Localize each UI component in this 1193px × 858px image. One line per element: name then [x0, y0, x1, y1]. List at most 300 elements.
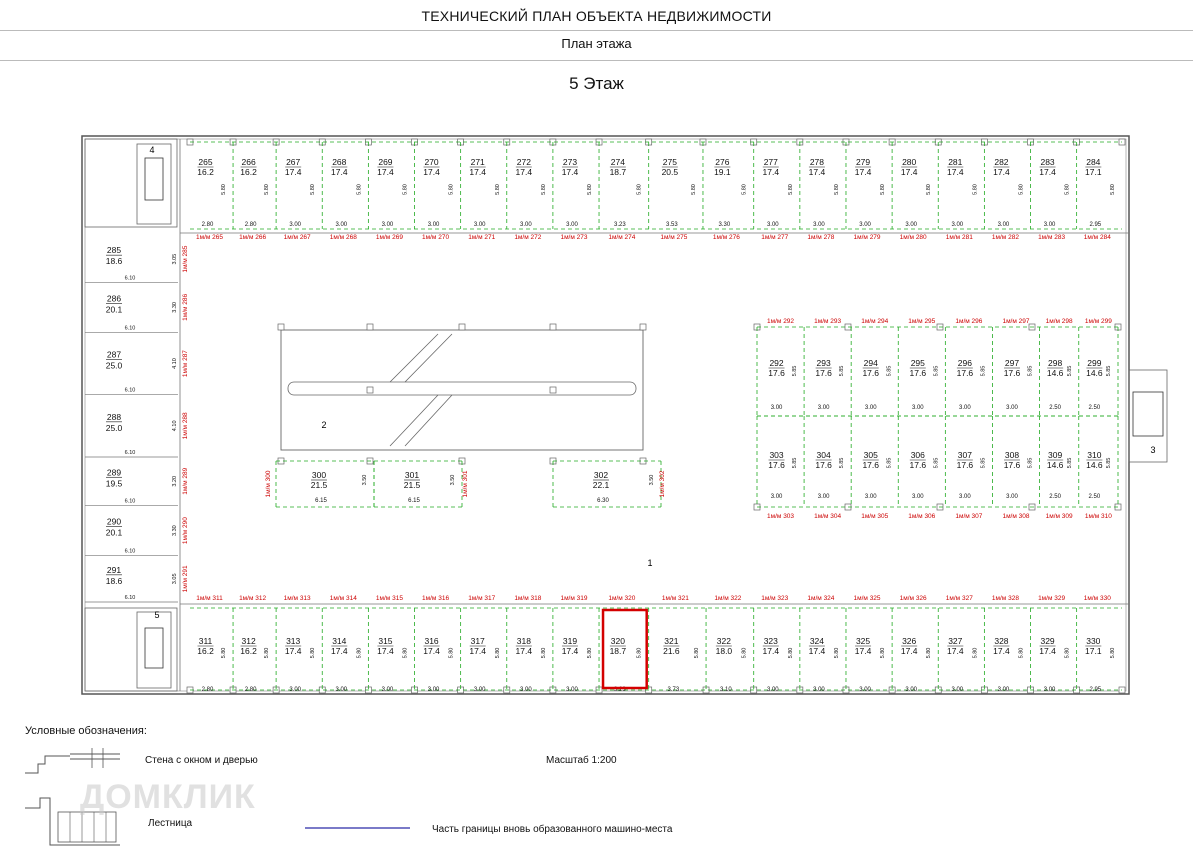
space-area: 17.4	[331, 646, 348, 656]
space-width: 3.10	[720, 687, 732, 693]
space-depth: 5.80	[494, 184, 501, 195]
space-width: 2.95	[1089, 222, 1102, 228]
space-width: 3.00	[427, 687, 440, 693]
space-parking-label: 1м/м 276	[712, 234, 740, 241]
space-area: 17.4	[762, 167, 780, 177]
space-number: 321	[664, 636, 679, 646]
space-depth: 5.80	[1110, 184, 1116, 195]
space-depth: 5.85	[1027, 365, 1034, 377]
space-area: 17.4	[1039, 646, 1056, 656]
space-depth: 5.80	[448, 184, 455, 195]
space-number: 317	[470, 636, 485, 646]
space-width: 3.73	[667, 687, 680, 693]
space-area: 22.1	[592, 480, 610, 490]
space-number: 271	[470, 157, 485, 167]
space-parking-label: 1м/м 316	[422, 595, 450, 602]
space-parking-label: 1м/м 267	[283, 234, 311, 241]
space-depth: 5.80	[694, 647, 701, 659]
space-number: 268	[332, 157, 347, 167]
space-width: 2.95	[1089, 687, 1102, 693]
space-depth: 5.85	[980, 365, 987, 377]
space-parking-label: 1м/м 284	[1083, 234, 1111, 241]
space-area: 17.4	[469, 646, 486, 656]
space-area: 17.4	[947, 646, 964, 656]
space-parking-label: 1м/м 289	[182, 467, 189, 495]
space-number: 265	[198, 157, 213, 167]
space-area: 17.4	[993, 646, 1010, 656]
space-width: 3.00	[817, 405, 830, 411]
zone-label: 2	[321, 420, 327, 430]
space-parking-label: 1м/м 273	[560, 234, 588, 241]
space-number: 283	[1040, 157, 1055, 167]
space-area: 17.6	[909, 460, 927, 470]
space-parking-label: 1м/м 309	[1045, 513, 1073, 520]
space-area: 14.6	[1086, 368, 1103, 378]
space-depth: 5.85	[980, 457, 987, 469]
space-depth: 5.85	[839, 365, 846, 377]
floor-label: 5 Этаж	[569, 74, 624, 93]
space-depth: 5.80	[540, 647, 547, 659]
space-number: 286	[106, 293, 122, 304]
space-number: 306	[910, 450, 925, 460]
space-number: 280	[902, 157, 917, 167]
space-depth: 5.80	[494, 647, 501, 659]
space-area: 17.4	[900, 167, 918, 177]
space-depth: 3.50	[649, 474, 655, 486]
space-area: 17.6	[862, 368, 879, 378]
stair-4	[85, 139, 177, 227]
space-depth: 5.80	[1018, 184, 1025, 195]
space-parking-label: 1м/м 280	[899, 234, 927, 241]
column	[459, 324, 465, 330]
space-number: 273	[562, 157, 578, 167]
space-number: 296	[957, 358, 972, 368]
space-width: 2.50	[1049, 494, 1061, 500]
space-area: 17.4	[423, 646, 440, 656]
zone-label: 4	[149, 145, 155, 155]
space-width: 2.80	[201, 687, 214, 693]
space-area: 17.4	[377, 646, 394, 656]
space-parking-label: 1м/м 302	[659, 470, 666, 498]
space-width: 3.00	[519, 222, 532, 228]
space-parking-label: 1м/м 325	[853, 595, 881, 602]
space-depth: 5.80	[587, 184, 594, 195]
space-number: 295	[910, 358, 925, 368]
space-area: 17.4	[515, 167, 533, 177]
space-depth: 3.30	[172, 302, 178, 313]
space-parking-label: 1м/м 304	[814, 513, 842, 520]
space-depth: 5.80	[690, 184, 697, 195]
space-area: 14.6	[1046, 368, 1064, 378]
space-depth: 5.80	[636, 184, 643, 195]
space-depth: 5.85	[1106, 457, 1112, 469]
stair-3	[1129, 370, 1167, 462]
space-area: 18.6	[105, 575, 123, 586]
space-area: 17.4	[284, 646, 302, 656]
space-area: 17.4	[762, 646, 780, 656]
space-area: 21.5	[310, 480, 328, 490]
space-number: 312	[241, 636, 256, 646]
space-area: 17.4	[469, 167, 486, 177]
space-depth: 5.85	[933, 457, 940, 469]
space-number: 281	[948, 157, 963, 167]
space-parking-label: 1м/м 326	[899, 595, 927, 602]
zone-label: 3	[1150, 445, 1156, 455]
space-depth: 3.05	[172, 573, 178, 585]
space-depth: 5.80	[1018, 647, 1025, 659]
space-parking-label: 1м/м 281	[945, 234, 973, 241]
space-parking-label: 1м/м 277	[761, 234, 789, 241]
space-width: 3.00	[864, 494, 877, 500]
space-number: 301	[404, 470, 420, 480]
space-width: 3.00	[1006, 405, 1018, 411]
space-number: 291	[106, 564, 122, 575]
space-width: 6.10	[124, 325, 136, 332]
space-parking-label: 1м/м 305	[861, 513, 889, 520]
space-depth: 5.80	[402, 647, 409, 659]
space-area: 17.4	[900, 646, 918, 656]
space-area: 17.4	[561, 646, 579, 656]
space-area: 17.6	[1003, 368, 1021, 378]
space-depth: 5.80	[741, 184, 748, 195]
space-depth: 5.80	[310, 647, 317, 659]
space-number: 307	[957, 450, 972, 460]
space-number: 329	[1040, 636, 1055, 646]
space-area: 16.2	[197, 646, 214, 656]
space-depth: 5.80	[833, 184, 840, 195]
space-area: 17.4	[854, 646, 872, 656]
space-parking-label: 1м/м 294	[861, 318, 889, 325]
space-width: 3.00	[997, 222, 1010, 228]
space-area: 14.6	[1086, 460, 1103, 470]
space-area: 17.4	[1039, 167, 1056, 177]
space-parking-label: 1м/м 310	[1084, 513, 1112, 520]
legend-stairs-label: Лестница	[148, 818, 193, 829]
space-depth: 5.85	[792, 457, 799, 469]
space-width: 6.15	[408, 498, 420, 504]
space-area: 17.6	[768, 368, 785, 378]
space-depth: 5.85	[933, 365, 940, 377]
space-parking-label: 1м/м 278	[807, 234, 835, 241]
space-parking-label: 1м/м 279	[853, 234, 881, 241]
space-number: 294	[863, 358, 878, 368]
legend-boundary-label: Часть границы вновь образованного машино-места	[432, 824, 673, 835]
space-width: 2.80	[201, 222, 214, 228]
space-parking-label: 1м/м 322	[714, 595, 742, 602]
space-area: 17.4	[284, 167, 302, 177]
column	[278, 324, 284, 330]
space-parking-label: 1м/м 293	[814, 318, 842, 325]
space-depth: 5.80	[926, 647, 933, 659]
space-number: 328	[994, 636, 1009, 646]
space-depth: 5.80	[636, 647, 643, 659]
legend-wall-label: Стена с окном и дверью	[145, 755, 258, 766]
space-parking-label: 1м/м 290	[182, 517, 189, 545]
space-depth: 5.80	[880, 647, 887, 659]
space-area: 17.6	[768, 460, 785, 470]
space-depth: 5.80	[880, 184, 887, 195]
space-area: 16.2	[240, 646, 257, 656]
space-number: 300	[311, 470, 327, 480]
legend-wall-symbol	[25, 748, 120, 773]
space-depth: 5.85	[839, 457, 846, 469]
column	[550, 324, 556, 330]
space-parking-label: 1м/м 268	[329, 234, 357, 241]
space-depth: 5.80	[448, 647, 455, 659]
space-parking-label: 1м/м 327	[945, 595, 973, 602]
space-width: 3.30	[718, 222, 731, 228]
space-parking-label: 1м/м 306	[908, 513, 936, 520]
space-width: 3.00	[473, 687, 486, 693]
space-depth: 5.80	[972, 184, 979, 195]
space-parking-label: 1м/м 265	[196, 234, 224, 241]
space-number: 319	[562, 636, 578, 646]
space-number: 270	[424, 157, 439, 167]
space-depth: 5.80	[221, 647, 228, 659]
scale-label: Масштаб 1:200	[546, 755, 617, 766]
space-number: 298	[1048, 358, 1063, 368]
space-width: 6.10	[124, 275, 136, 282]
space-parking-label: 1м/м 272	[514, 234, 542, 241]
space-width: 3.00	[951, 687, 964, 693]
legend-title: Условные обозначения:	[25, 725, 147, 737]
space-width: 6.10	[124, 595, 136, 601]
space-width: 3.23	[614, 687, 626, 693]
stair-5	[85, 608, 177, 691]
column	[640, 324, 646, 330]
space-area: 25.0	[105, 422, 123, 433]
space-width: 2.80	[244, 222, 257, 228]
space-parking-label: 1м/м 328	[991, 595, 1019, 602]
space-parking-label: 1м/м 283	[1038, 234, 1066, 241]
space-depth: 5.80	[1110, 647, 1116, 659]
space-number: 330	[1086, 636, 1101, 646]
space-area: 17.4	[947, 167, 964, 177]
space-number: 293	[816, 358, 831, 368]
space-width: 3.00	[1043, 222, 1056, 228]
space-area: 17.4	[377, 167, 394, 177]
space-area: 18.7	[609, 167, 627, 177]
space-area: 17.6	[1003, 460, 1021, 470]
space-depth: 5.85	[1066, 457, 1073, 469]
space-width: 3.00	[770, 405, 783, 411]
space-width: 3.00	[289, 687, 302, 693]
space-parking-label: 1м/м 320	[608, 595, 636, 602]
space-area: 17.1	[1085, 167, 1102, 177]
space-area: 17.6	[909, 368, 927, 378]
space-area: 17.4	[808, 167, 826, 177]
space-number: 266	[241, 157, 256, 167]
space-width: 3.00	[381, 222, 394, 228]
space-parking-label: 1м/м 314	[329, 595, 357, 602]
space-area: 17.1	[1085, 646, 1102, 656]
space-parking-label: 1м/м 296	[955, 318, 983, 325]
space-number: 303	[769, 450, 784, 460]
space-width: 3.00	[959, 405, 971, 411]
zone-label: 5	[154, 610, 160, 620]
parking-spaces	[85, 142, 1122, 693]
space-parking-label: 1м/м 311	[196, 595, 223, 602]
space-number: 292	[769, 358, 784, 368]
space-parking-label: 1м/м 321	[661, 595, 689, 602]
space-width: 3.00	[770, 494, 783, 500]
space-depth: 5.80	[221, 184, 228, 195]
space-parking-label: 1м/м 274	[608, 234, 636, 241]
space-number: 279	[855, 157, 871, 167]
space-area: 16.2	[197, 167, 214, 177]
space-depth: 5.80	[587, 647, 594, 659]
space-parking-label: 1м/м 319	[560, 595, 588, 602]
space-depth: 4.10	[172, 358, 178, 369]
space-depth: 5.80	[356, 647, 363, 659]
space-number: 267	[286, 157, 301, 167]
space-parking-label: 1м/м 282	[991, 234, 1019, 241]
space-width: 3.00	[289, 222, 302, 228]
space-width: 3.00	[1006, 494, 1018, 500]
space-width: 3.00	[997, 687, 1010, 693]
space-width: 2.80	[244, 687, 257, 693]
space-depth: 5.80	[540, 184, 547, 195]
space-number: 322	[716, 636, 731, 646]
space-area: 14.6	[1046, 460, 1064, 470]
zone-label: 1	[647, 558, 653, 568]
space-number: 309	[1048, 450, 1063, 460]
space-parking-label: 1м/м 275	[660, 234, 688, 241]
space-number: 304	[816, 450, 831, 460]
space-parking-label: 1м/м 323	[761, 595, 789, 602]
space-area: 17.4	[331, 167, 348, 177]
space-number: 275	[662, 157, 677, 167]
space-depth: 5.85	[886, 457, 893, 469]
space-width: 6.10	[124, 449, 136, 456]
space-depth: 3.05	[172, 253, 178, 265]
space-parking-label: 1м/м 288	[182, 412, 189, 440]
space-area: 17.4	[993, 167, 1010, 177]
space-parking-label: 1м/м 313	[283, 595, 311, 602]
space-depth: 5.80	[1064, 184, 1071, 195]
space-depth: 5.85	[1066, 365, 1073, 377]
space-area: 17.6	[815, 460, 832, 470]
plan-subtitle: План этажа	[561, 36, 632, 51]
space-area: 17.4	[854, 167, 872, 177]
space-number: 284	[1086, 157, 1101, 167]
space-number: 326	[902, 636, 917, 646]
space-number: 313	[286, 636, 301, 646]
space-number: 311	[198, 636, 213, 646]
space-depth: 5.80	[402, 184, 409, 195]
space-depth: 5.80	[787, 184, 794, 195]
space-parking-label: 1м/м 300	[265, 470, 272, 498]
space-width: 6.15	[315, 498, 327, 504]
space-parking-label: 1м/м 315	[375, 595, 403, 602]
space-width: 3.00	[566, 687, 578, 693]
space-area: 17.4	[515, 646, 533, 656]
space-width: 3.00	[813, 222, 825, 228]
space-number: 276	[715, 157, 730, 167]
space-area: 17.6	[956, 368, 974, 378]
space-width: 3.00	[817, 494, 830, 500]
space-area: 20.1	[105, 304, 123, 315]
space-number: 310	[1087, 450, 1102, 460]
space-parking-label: 1м/м 312	[239, 595, 267, 602]
space-depth: 5.80	[310, 184, 317, 195]
space-area: 17.4	[423, 167, 440, 177]
space-parking-label: 1м/м 292	[767, 318, 795, 325]
space-width: 3.00	[911, 494, 924, 500]
space-width: 3.00	[381, 687, 394, 693]
space-number: 297	[1004, 358, 1020, 368]
watermark: ДОМКЛИК	[80, 778, 256, 816]
space-number: 327	[948, 636, 963, 646]
space-width: 3.00	[335, 222, 348, 228]
space-parking-label: 1м/м 271	[468, 234, 496, 241]
space-area: 16.2	[240, 167, 257, 177]
space-width: 3.00	[859, 687, 871, 693]
space-width: 3.00	[566, 222, 578, 228]
space-width: 3.00	[473, 222, 486, 228]
space-number: 302	[593, 470, 609, 480]
space-width: 3.23	[614, 222, 626, 228]
space-parking-label: 1м/м 308	[1002, 513, 1030, 520]
space-width: 6.10	[124, 548, 136, 555]
space-number: 290	[106, 516, 122, 527]
space-area: 18.7	[609, 646, 627, 656]
space-number: 285	[106, 245, 122, 256]
space-area: 17.6	[956, 460, 974, 470]
space-width: 3.00	[951, 222, 964, 228]
space-parking-label: 1м/м 330	[1083, 595, 1111, 602]
space-parking-label: 1м/м 318	[514, 595, 542, 602]
space-number: 274	[610, 157, 625, 167]
space-width: 2.50	[1049, 405, 1061, 411]
space-number: 287	[106, 349, 122, 360]
space-depth: 5.85	[1106, 365, 1112, 377]
space-width: 3.00	[911, 405, 924, 411]
space-number: 323	[763, 636, 778, 646]
space-number: 314	[332, 636, 347, 646]
space-number: 278	[809, 157, 825, 167]
space-depth: 5.80	[972, 647, 979, 659]
space-depth: 3.50	[362, 474, 368, 486]
space-width: 3.00	[766, 687, 779, 693]
space-area: 17.4	[561, 167, 579, 177]
space-area: 20.1	[105, 527, 123, 538]
document-title: ТЕХНИЧЕСКИЙ ПЛАН ОБЪЕКТА НЕДВИЖИМОСТИ	[421, 8, 772, 24]
space-number: 320	[610, 636, 625, 646]
space-parking-label: 1м/м 297	[1002, 318, 1030, 325]
space-parking-label: 1м/м 317	[468, 595, 496, 602]
space-area: 20.5	[661, 167, 679, 177]
space-area: 21.6	[663, 646, 680, 656]
space-width: 3.00	[813, 687, 825, 693]
space-depth: 5.85	[1027, 457, 1034, 469]
space-depth: 5.80	[264, 184, 271, 195]
space-depth: 5.85	[792, 365, 799, 377]
space-width: 6.10	[124, 387, 136, 394]
space-width: 3.00	[864, 405, 877, 411]
space-depth: 5.80	[926, 184, 933, 195]
space-width: 6.10	[124, 498, 136, 505]
space-area: 17.6	[815, 368, 832, 378]
space-area: 18.6	[105, 256, 123, 267]
space-area: 17.4	[808, 646, 826, 656]
space-depth: 5.85	[886, 365, 893, 377]
space-parking-label: 1м/м 266	[239, 234, 267, 241]
space-width: 2.50	[1088, 405, 1101, 411]
space-parking-label: 1м/м 324	[807, 595, 835, 602]
space-depth: 4.10	[172, 420, 178, 432]
column	[367, 387, 373, 393]
